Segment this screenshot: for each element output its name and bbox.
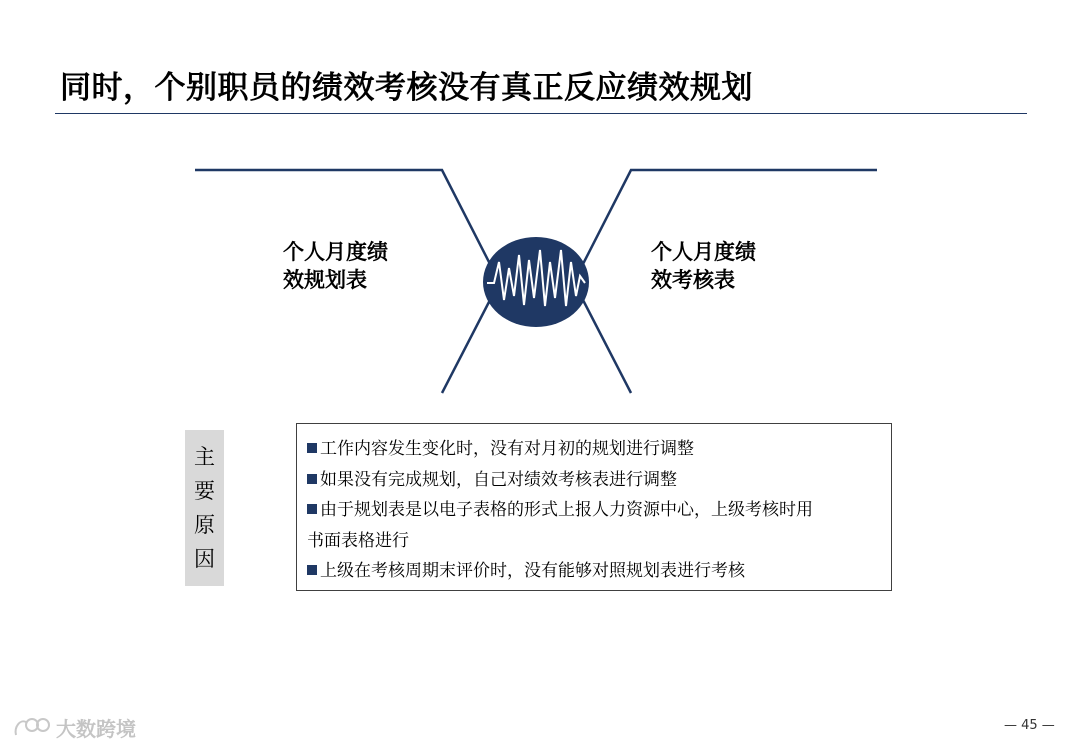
- bullet-square-icon: [307, 565, 317, 575]
- reason-item: 工作内容发生变化时，没有对月初的规划进行调整: [307, 434, 885, 465]
- reasons-box: [296, 423, 892, 591]
- evaluation-sheet-label: 个人月度绩 效考核表: [651, 240, 756, 292]
- reason-item-continuation: 书面表格进行: [307, 530, 409, 551]
- bullet-square-icon: [307, 504, 317, 514]
- page-title: 同时，个别职员的绩效考核没有真正反应绩效规划: [60, 70, 753, 106]
- page-number: — 45 —: [1004, 718, 1055, 733]
- main-reasons-tag: 主 要 原 因: [185, 430, 224, 586]
- reason-item: 如果没有完成规划，自己对绩效考核表进行调整: [307, 465, 885, 496]
- planning-sheet-label: 个人月度绩 效规划表: [283, 240, 388, 292]
- bullet-square-icon: [307, 443, 317, 453]
- bullet-square-icon: [307, 474, 317, 484]
- right-lower-line: [583, 300, 631, 393]
- watermark-logo: 大数跨境: [12, 712, 136, 742]
- watermark-icon: [12, 713, 52, 741]
- left-lower-line: [442, 300, 490, 393]
- reason-item: 上级在考核周期末评价时，没有能够对照规划表进行考核: [307, 556, 885, 587]
- reason-item: 由于规划表是以电子表格的形式上报人力资源中心，上级考核时用: [307, 495, 885, 526]
